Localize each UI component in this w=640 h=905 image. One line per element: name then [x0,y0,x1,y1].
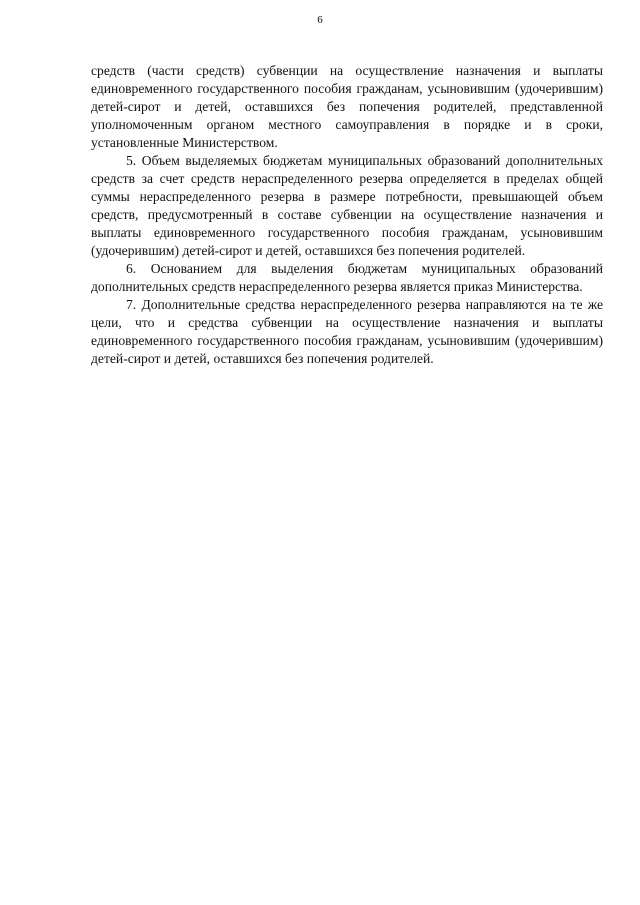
document-body [91,62,603,368]
paragraph-continuation: средств (части средств) субвенции на осуществление назначения и выплаты единовременного государственного пособия гражданам, усыновившим (удочерившим) детей-сирот и детей, оставшихся без попечения родителей, представленной уполномоченным органом местного самоуправления в порядке и в сроки, установленные Министерством. [91,63,603,150]
paragraph-item-5: 5. Объем выделяемых бюджетам муниципальных образований дополнительных средств за счет средств нераспределенного резерва определяется в пределах общей суммы нераспределенного резерва в размере потребности, превышающей объем средств, предусмотренный в составе субвенции на осуществление назначения и выплаты единовременного государственного пособия гражданам, усыновившим (удочерившим) детей-сирот и детей, оставшихся без попечения родителей. [91,153,603,258]
paragraph-item-6: 6. Основанием для выделения бюджетам муниципальных образований дополнительных средств нераспределенного резерва является приказ Министерства. [91,261,603,294]
paragraph-item-7: 7. Дополнительные средства нераспределенного резерва направляются на те же цели, что и средства субвенции на осуществление назначения и выплаты единовременного государственного пособия гражданам, усыновившим (удочерившим) детей-сирот и детей, оставшихся без попечения родителей. [91,297,603,366]
page-number: 6 [317,14,323,26]
